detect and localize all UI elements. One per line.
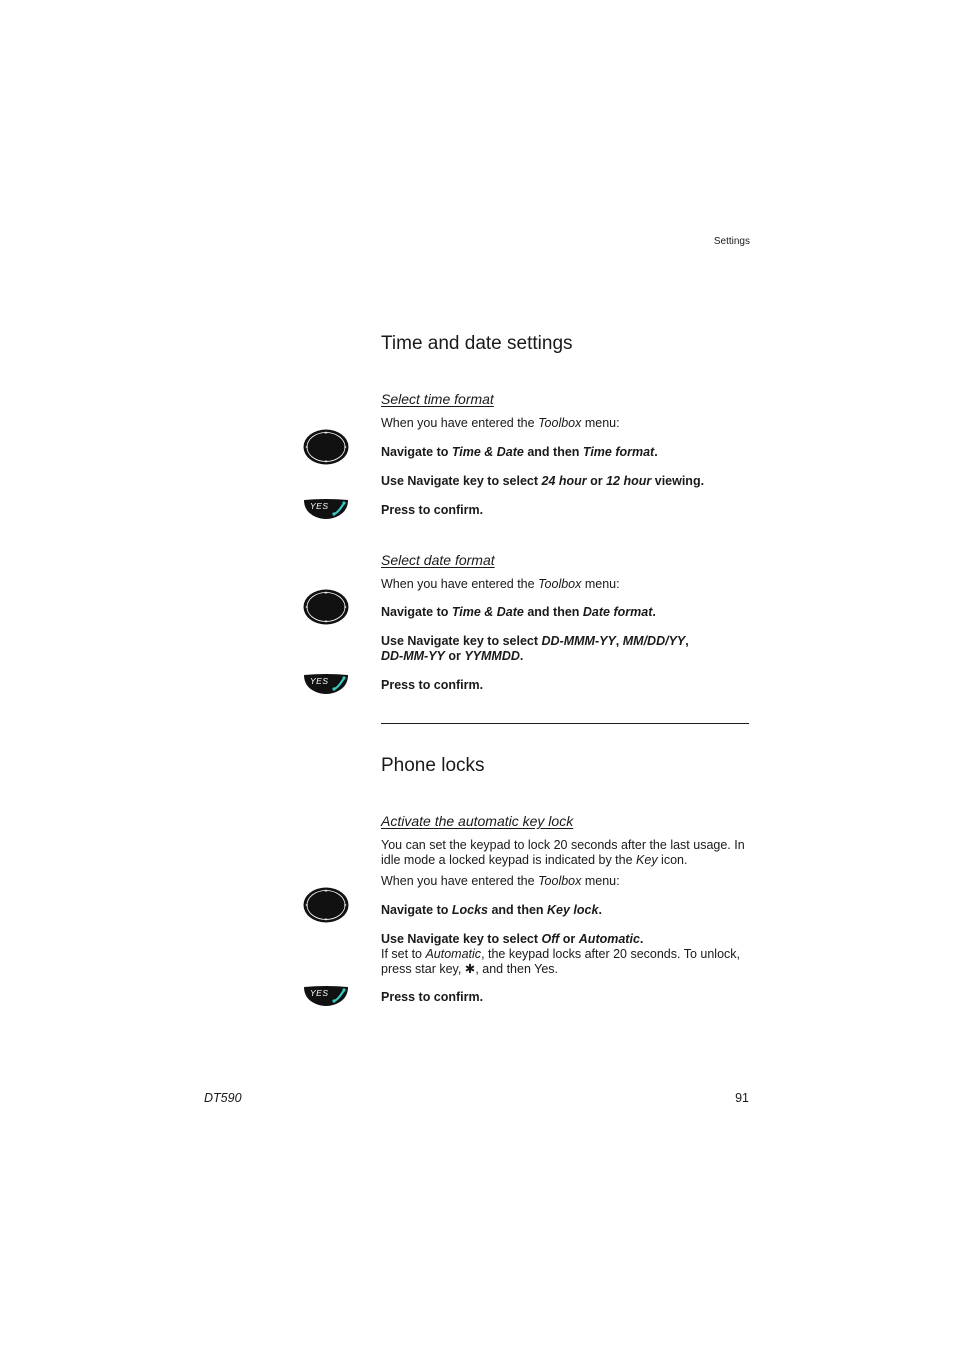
subtitle-date-format: Select date format <box>381 552 495 568</box>
step-select-key-lock: Use Navigate key to select Off or Automatic. <box>381 932 644 946</box>
step-navigate-date-format: Navigate to Time & Date and then Date format. <box>381 605 656 619</box>
navigate-key-icon <box>303 429 349 465</box>
section-title-time-date: Time and date settings <box>381 333 573 354</box>
yes-key-icon <box>303 985 349 1007</box>
key-lock-note: If set to Automatic, the keypad locks after 20 seconds. To unlock, press star key, ✱, and then Yes. <box>381 947 741 976</box>
intro-time-format: When you have entered the Toolbox menu: <box>381 416 620 430</box>
star-key-icon: ✱ <box>464 962 476 976</box>
yes-key-label: YES <box>310 676 329 686</box>
intro-date-format: When you have entered the Toolbox menu: <box>381 577 620 591</box>
intro-key-lock: When you have entered the Toolbox menu: <box>381 874 620 888</box>
section-title-phone-locks: Phone locks <box>381 755 485 776</box>
navigate-key-icon <box>303 589 349 625</box>
yes-key-icon <box>303 498 349 520</box>
step-select-time-format: Use Navigate key to select 24 hour or 12 hour viewing. <box>381 474 705 488</box>
footer-model: DT590 <box>204 1091 242 1105</box>
step-confirm-date-format: Press to confirm. <box>381 678 484 692</box>
step-navigate-key-lock: Navigate to Locks and then Key lock. <box>381 903 602 917</box>
subtitle-key-lock: Activate the automatic key lock <box>381 813 574 829</box>
page-number: 91 <box>735 1091 749 1105</box>
yes-key-label: YES <box>310 988 329 998</box>
key-lock-description: You can set the keypad to lock 20 seconds after the last usage. In idle mode a locked keypad is indicated by the Key icon. <box>381 838 745 867</box>
step-navigate-time-format: Navigate to Time & Date and then Time format. <box>381 445 658 459</box>
step-confirm-key-lock: Press to confirm. <box>381 990 484 1004</box>
running-header: Settings <box>713 236 750 247</box>
yes-key-icon <box>303 673 349 695</box>
step-select-date-format: Use Navigate key to select DD-MMM-YY, MM/DD/YY, DD-MM-YY or YYMMDD. <box>381 634 689 663</box>
section-divider <box>381 723 749 724</box>
step-confirm-time-format: Press to confirm. <box>381 503 484 517</box>
yes-key-label: YES <box>310 501 329 511</box>
navigate-key-icon <box>303 887 349 923</box>
subtitle-time-format: Select time format <box>381 391 494 407</box>
